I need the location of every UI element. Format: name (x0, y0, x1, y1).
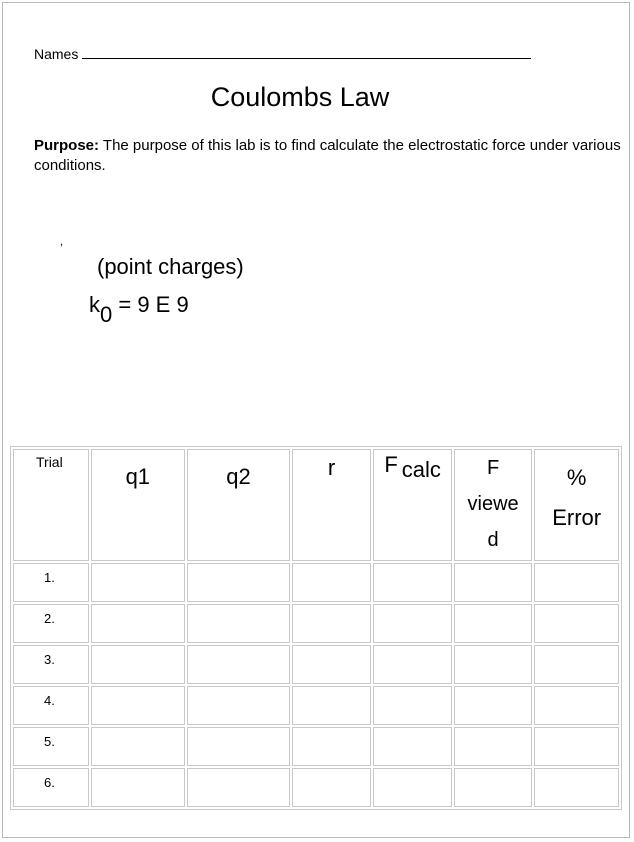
trial-number: 5. (13, 727, 89, 766)
cell-f-viewed[interactable] (454, 563, 533, 602)
cell-f-calc[interactable] (373, 645, 452, 684)
cell-r[interactable] (292, 768, 372, 807)
cell-r[interactable] (292, 645, 372, 684)
header-q2: q2 (187, 449, 290, 561)
table-row (13, 604, 619, 643)
table-header-row (13, 449, 619, 561)
header-f-calc-sub: calc (401, 457, 441, 482)
names-field (34, 44, 531, 62)
header-f-viewed (454, 449, 533, 561)
header-f-calc-f: F (384, 452, 398, 477)
cell-q2[interactable] (187, 563, 290, 602)
cell-percent-error[interactable] (534, 768, 619, 807)
point-charges-note: (point charges) (97, 254, 244, 279)
cell-f-viewed[interactable] (454, 604, 533, 643)
header-error-line2: Error (552, 505, 602, 530)
names-blank-line (82, 44, 531, 59)
cell-r[interactable] (292, 686, 372, 725)
cell-f-viewed[interactable] (454, 645, 533, 684)
names-label: Names (34, 46, 79, 62)
coulomb-constant (89, 292, 189, 327)
table-row (13, 645, 619, 684)
purpose-text: The purpose of this lab is to find calculate the electrostatic force under various conditions. (34, 137, 621, 174)
cell-f-viewed[interactable] (454, 768, 533, 807)
header-error-line1: % (566, 465, 587, 490)
cell-percent-error[interactable] (534, 563, 619, 602)
cell-q1[interactable] (91, 563, 186, 602)
cell-q2[interactable] (187, 727, 290, 766)
cell-r[interactable] (292, 604, 372, 643)
cell-r[interactable] (292, 563, 372, 602)
header-r: r (292, 449, 372, 561)
cell-f-calc[interactable] (373, 727, 452, 766)
table-row (13, 727, 619, 766)
page-title: Coulombs Law (210, 82, 390, 112)
cell-q1[interactable] (91, 768, 186, 807)
cell-percent-error[interactable] (534, 604, 619, 643)
constant-subscript: 0 (100, 302, 113, 327)
trial-number: 2. (13, 604, 89, 643)
cell-f-calc[interactable] (373, 686, 452, 725)
header-f-viewed-line3: d (487, 529, 499, 551)
cell-percent-error[interactable] (534, 727, 619, 766)
header-percent-error (534, 449, 619, 561)
cell-f-calc[interactable] (373, 768, 452, 807)
constant-value: = 9 E 9 (118, 292, 189, 317)
cell-q2[interactable] (187, 645, 290, 684)
table-row (13, 768, 619, 807)
cell-f-viewed[interactable] (454, 686, 533, 725)
trial-number: 3. (13, 645, 89, 684)
cell-percent-error[interactable] (534, 686, 619, 725)
header-f-calc (373, 449, 452, 561)
header-trial: Trial (13, 449, 89, 561)
table-row (13, 686, 619, 725)
trial-number: 6. (13, 768, 89, 807)
cell-f-viewed[interactable] (454, 727, 533, 766)
constant-symbol: k (89, 292, 100, 317)
cell-f-calc[interactable] (373, 563, 452, 602)
cell-q2[interactable] (187, 686, 290, 725)
cell-q1[interactable] (91, 604, 186, 643)
header-f-viewed-line2: viewe (467, 493, 519, 515)
trial-number: 4. (13, 686, 89, 725)
cell-q1[interactable] (91, 727, 186, 766)
cell-r[interactable] (292, 727, 372, 766)
header-f-viewed-line1: F (487, 457, 500, 479)
cell-q1[interactable] (91, 645, 186, 684)
data-table (10, 446, 622, 810)
cell-f-calc[interactable] (373, 604, 452, 643)
trial-number: 1. (13, 563, 89, 602)
cell-percent-error[interactable] (534, 645, 619, 684)
header-q1: q1 (91, 449, 186, 561)
purpose-label: Purpose: (34, 137, 100, 154)
cell-q2[interactable] (187, 604, 290, 643)
cell-q2[interactable] (187, 768, 290, 807)
table-row (13, 563, 619, 602)
cell-q1[interactable] (91, 686, 186, 725)
stray-mark: , (60, 236, 64, 248)
purpose-paragraph (34, 136, 624, 176)
